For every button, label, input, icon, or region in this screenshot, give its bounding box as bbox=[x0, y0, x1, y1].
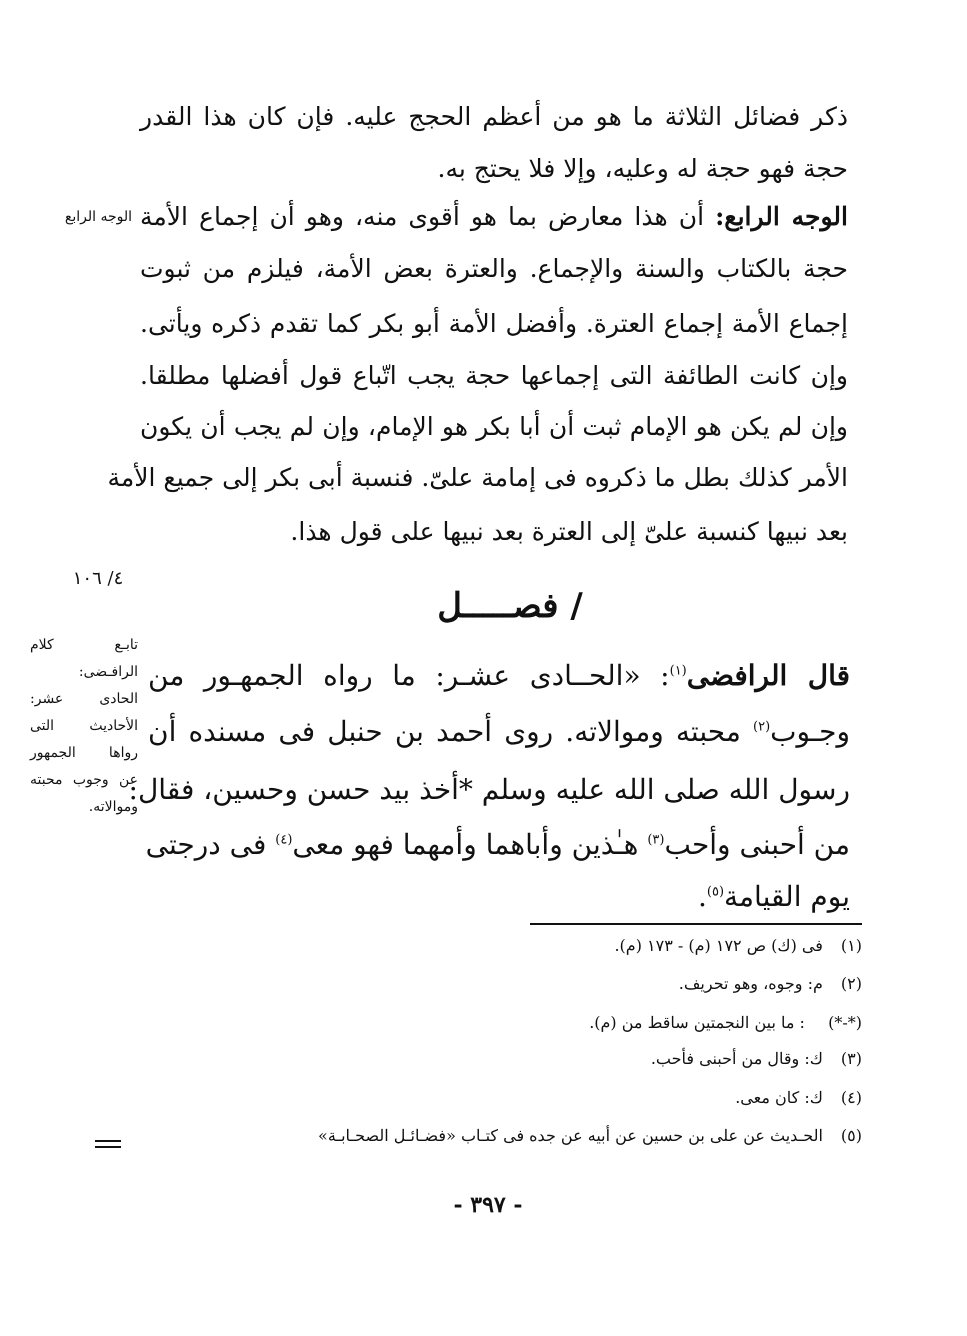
page-number: - ٣٩٧ - bbox=[453, 1192, 523, 1218]
margin-summary-line: عن وجوب محبته bbox=[30, 772, 138, 788]
section-line-4-a: من أحبنى وأحب bbox=[664, 828, 850, 861]
section-line-5-a: يوم القيامة bbox=[724, 880, 850, 913]
section-line-4-c: فى درجتى bbox=[145, 828, 276, 861]
margin-summary-line: الحادى عشر: bbox=[30, 691, 138, 707]
footnote-1 bbox=[150, 934, 862, 958]
margin-summary-line: رواها الجمهور bbox=[30, 745, 138, 761]
footnote-number: (*-*) bbox=[828, 1013, 862, 1032]
section-title: / فصـــــل bbox=[437, 586, 583, 626]
section-line-5 bbox=[148, 877, 850, 917]
margin-summary-line: الأحاديث التى bbox=[30, 718, 138, 734]
footnote-number: (٢) bbox=[840, 974, 862, 993]
footnote-text: ك: كان معى. bbox=[735, 1088, 823, 1107]
footnote-separator bbox=[530, 923, 862, 925]
margin-summary-line: الرافـضى: bbox=[78, 664, 138, 680]
section-line-1-text: : «الحــادى عشـر: ما رواه الجمهـور من bbox=[148, 659, 670, 692]
wajh-line-5: وإن لم يكن هو الإمام ثبت أن أبا بكر هو الإمام، وإن لم يجب أن يكون bbox=[140, 412, 848, 441]
qal-heading: قال الرافضى bbox=[686, 659, 850, 692]
footnote-ref: (٣) bbox=[647, 832, 665, 848]
footnote-number: (٣) bbox=[840, 1049, 862, 1068]
section-line-3: رسول الله صلى الله عليه وسلم *أخذ بيد حسن وحسين، فقال: bbox=[128, 773, 850, 806]
body-line-2: حجة فهو حجة له وعليه، وإلا فلا يحتج به. bbox=[437, 154, 848, 183]
footnote-text: فى (ك) ص ١٧٢ (م) - ١٧٣ (م). bbox=[614, 936, 823, 955]
footnote-5 bbox=[150, 1124, 862, 1148]
continuation-mark bbox=[95, 1140, 121, 1148]
wajh-line-3: إجماع الأمة إجماع العترة. وأفضل الأمة أبو بكر كما تقدم ذكره ويأتى. bbox=[140, 309, 848, 338]
footnote-4 bbox=[150, 1086, 862, 1110]
section-line-5-b: . bbox=[697, 880, 707, 913]
section-line-4-b: هـٰذين وأباهما وأمهما فهو معى bbox=[292, 828, 648, 861]
section-line-2-b: محبته وموالاته. روى أحمد بن حنبل فى مسنده أن bbox=[148, 715, 753, 748]
footnote-text: الحـديث عن على بن حسين عن أبيه عن جده فى كتـاب «فضـائـل الصحـابـة» bbox=[318, 1126, 823, 1145]
margin-summary-line: تابـع كلام bbox=[30, 637, 138, 653]
section-line-4 bbox=[145, 825, 850, 865]
section-line-1 bbox=[148, 656, 850, 696]
wajh-line-7: بعد نبيها كنسبة علىّ إلى العترة بعد نبيها على قول هذا. bbox=[290, 517, 848, 546]
section-line-2 bbox=[148, 712, 850, 752]
footnote-number: (٤) bbox=[840, 1088, 862, 1107]
footnote-ref: (٤) bbox=[275, 832, 293, 848]
wajh-line-4: وإن كانت الطائفة التى إجماعها حجة يجب اتّباع قول أفضلها مطلقا. bbox=[140, 361, 848, 390]
margin-summary-line: وموالاته. bbox=[88, 799, 138, 815]
body-line-1: ذكر فضائل الثلاثة ما هو من أعظم الحجج عليه. فإن كان هذا القدر bbox=[140, 102, 848, 131]
margin-reference: ٤/ ١٠٦ bbox=[72, 568, 124, 589]
footnote-star bbox=[150, 1011, 862, 1035]
footnote-text: : ما بين النجمتين ساقط من (م). bbox=[589, 1013, 805, 1032]
wajh-line-2: حجة بالكتاب والسنة والإجماع. والعترة بعض الأمة، فيلزم من ثبوت bbox=[140, 254, 848, 283]
footnote-text: م: وجوه، وهو تحريف. bbox=[678, 974, 823, 993]
footnote-number: (٥) bbox=[840, 1126, 862, 1145]
footnote-text: ك: وقال من أحبنى فأحب. bbox=[650, 1049, 823, 1068]
wajh-lead: الوجه الرابع: bbox=[715, 202, 848, 231]
wajh-first-rest: أن هذا معارض بما هو أقوى منه، وهو أن إجماع الأمة bbox=[140, 202, 716, 231]
wajh-line-1 bbox=[140, 200, 848, 234]
wajh-line-6: الأمر كذلك بطل ما ذكروه فى إمامة علىّ. فنسبة أبى بكر إلى جميع الأمة bbox=[107, 463, 848, 492]
footnote-3 bbox=[150, 1047, 862, 1071]
margin-wajh-label: الوجه الرابع bbox=[64, 209, 132, 225]
footnote-ref: (٢) bbox=[753, 719, 771, 735]
footnote-ref: (١) bbox=[669, 663, 687, 679]
margin-summary bbox=[30, 632, 138, 821]
section-line-2-a: وجـوب bbox=[770, 715, 850, 748]
footnote-ref: (٥) bbox=[706, 884, 725, 900]
footnote-number: (١) bbox=[840, 936, 862, 955]
footnote-2 bbox=[150, 972, 862, 996]
